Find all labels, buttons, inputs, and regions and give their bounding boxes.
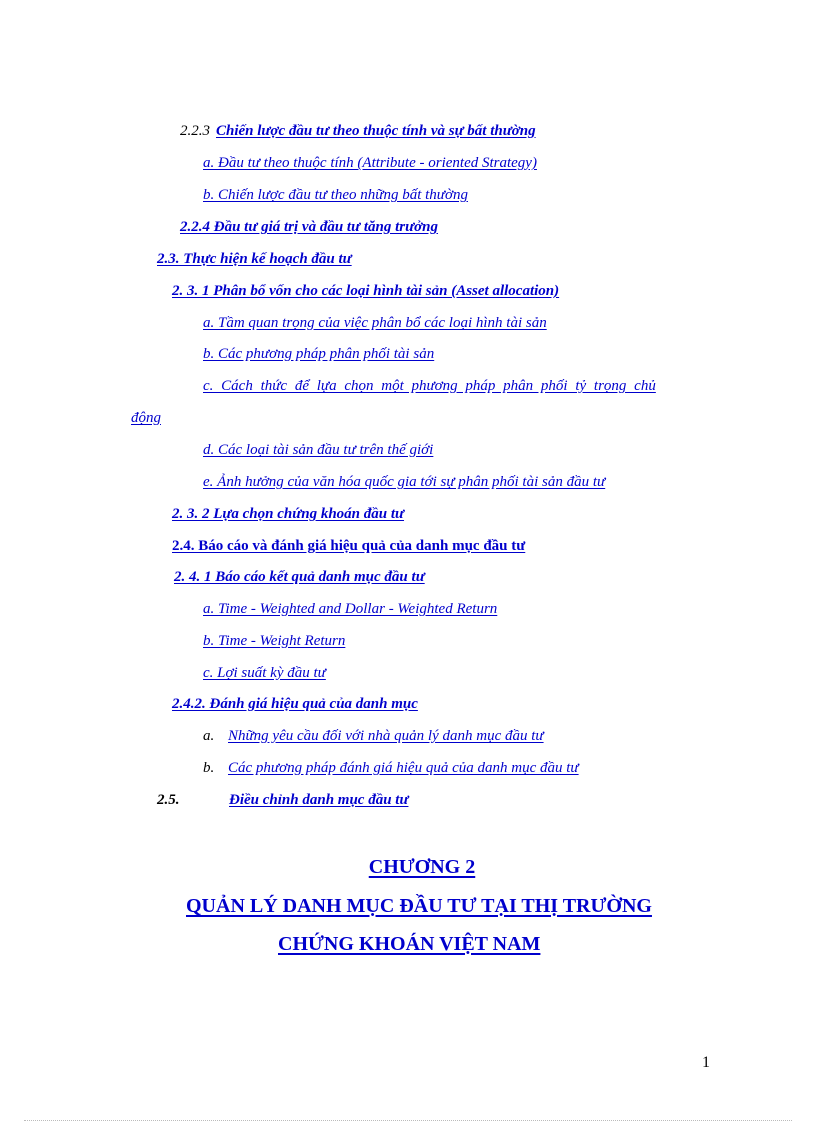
toc-entry-2-3-1-a (203, 314, 547, 332)
toc-link-2-4-1[interactable]: 2. 4. 1 Báo cáo kết quả danh mục đầu tư (174, 569, 425, 585)
toc-entry-2-3-1-c-cont (131, 409, 161, 427)
toc-entry-2-4-1-c (203, 664, 326, 682)
chapter-title-line2 (278, 932, 540, 956)
toc-entry-2-4-1-a (203, 600, 497, 618)
toc-entry-2-5 (157, 791, 408, 809)
chapter-number-link[interactable]: CHƯƠNG 2 (368, 856, 476, 878)
toc-link-2-4-1-c[interactable]: c. Lợi suất kỳ đầu tư (203, 665, 326, 681)
toc-entry-2-4-2-a (203, 727, 544, 745)
toc-link-2-4-2[interactable]: 2.4.2. Đánh giá hiệu quả của danh mục (172, 696, 418, 712)
toc-link-2-2-4[interactable]: 2.2.4 Đầu tư giá trị và đầu tư tăng trưởng (180, 219, 438, 235)
toc-link-2-3-1-d[interactable]: d. Các loại tài sản đầu tư trên thế giới (203, 442, 434, 458)
toc-entry-2-3 (157, 250, 352, 268)
toc-link-2-4-1-b[interactable]: b. Time - Weight Return (203, 633, 346, 649)
page-number: 1 (702, 1054, 710, 1071)
chapter-title-line1 (186, 894, 652, 918)
toc-entry-2-4-2 (172, 695, 418, 713)
chapter-number (0, 855, 816, 879)
toc-entry-2-2-3 (180, 122, 536, 140)
toc-link-2-3-1-a[interactable]: a. Tầm quan trọng của việc phân bổ các loại hình tài sản (203, 315, 547, 331)
chapter-title-line2-link[interactable]: CHỨNG KHOÁN VIỆT NAM (278, 933, 541, 955)
toc-entry-2-4-1 (174, 568, 425, 586)
toc-link-2-4-2-b[interactable]: Các phương pháp đánh giá hiệu quả của danh mục đầu tư (228, 760, 579, 776)
toc-link-2-4-1-a[interactable]: a. Time - Weighted and Dollar - Weighted Return (203, 601, 498, 617)
toc-entry-2-4 (172, 537, 525, 555)
toc-entry-2-3-1-b (203, 345, 434, 363)
toc-link-2-3-1-c[interactable]: c. Cách thức để lựa chọn một phương pháp phân phối tỷ trọng chủ (203, 378, 656, 394)
toc-entry-2-3-1 (172, 282, 559, 300)
toc-link-2-3-2[interactable]: 2. 3. 2 Lựa chọn chứng khoán đầu tư (172, 506, 405, 522)
toc-link-2-3-1-e[interactable]: e. Ảnh hưởng của văn hóa quốc gia tới sự phân phối tài sản đầu tư (203, 474, 606, 490)
toc-entry-2-3-2 (172, 505, 404, 523)
toc-number: b. (203, 760, 215, 776)
toc-entry-2-3-1-d (203, 441, 433, 459)
toc-entry-2-3-1-e (203, 473, 605, 491)
toc-link-2-3-1[interactable]: 2. 3. 1 Phân bổ vốn cho các loại hình tài sản (Asset allocation) (172, 283, 560, 299)
toc-number: a. (203, 728, 215, 744)
toc-link-2-3-1-b[interactable]: b. Các phương pháp phân phối tài sản (203, 346, 435, 362)
toc-number: 2.5. (157, 792, 180, 808)
page-bottom-divider (24, 1120, 792, 1121)
toc-number: 2.2.3 (180, 123, 210, 139)
toc-link-2-2-3-a[interactable]: a. Đầu tư theo thuộc tính (Attribute - oriented Strategy) (203, 155, 537, 171)
toc-entry-2-2-3-a (203, 154, 537, 172)
toc-link-2-3[interactable]: 2.3. Thực hiện kế hoạch đầu tư (157, 251, 352, 267)
toc-entry-2-2-3-b (203, 186, 468, 204)
toc-link-2-4-2-a[interactable]: Những yêu cầu đối với nhà quản lý danh mục đầu tư (228, 728, 544, 744)
toc-entry-2-4-1-b (203, 632, 345, 650)
toc-entry-2-3-1-c (203, 377, 656, 395)
toc-link-2-3-1-c-cont[interactable]: động (131, 410, 161, 426)
toc-link-2-2-3[interactable]: Chiến lược đầu tư theo thuộc tính và sự bất thường (216, 123, 536, 139)
toc-link-2-2-3-b[interactable]: b. Chiến lược đầu tư theo những bất thường (203, 187, 468, 203)
chapter-title-line1-link[interactable]: QUẢN LÝ DANH MỤC ĐẦU TƯ TẠI THỊ TRƯỜNG (186, 895, 652, 917)
toc-entry-2-2-4 (180, 218, 438, 236)
toc-link-2-5[interactable]: Điều chỉnh danh mục đầu tư (229, 792, 409, 808)
toc-entry-2-4-2-b (203, 759, 579, 777)
toc-link-2-4[interactable]: 2.4. Báo cáo và đánh giá hiệu quả của danh mục đầu tư (172, 538, 526, 554)
